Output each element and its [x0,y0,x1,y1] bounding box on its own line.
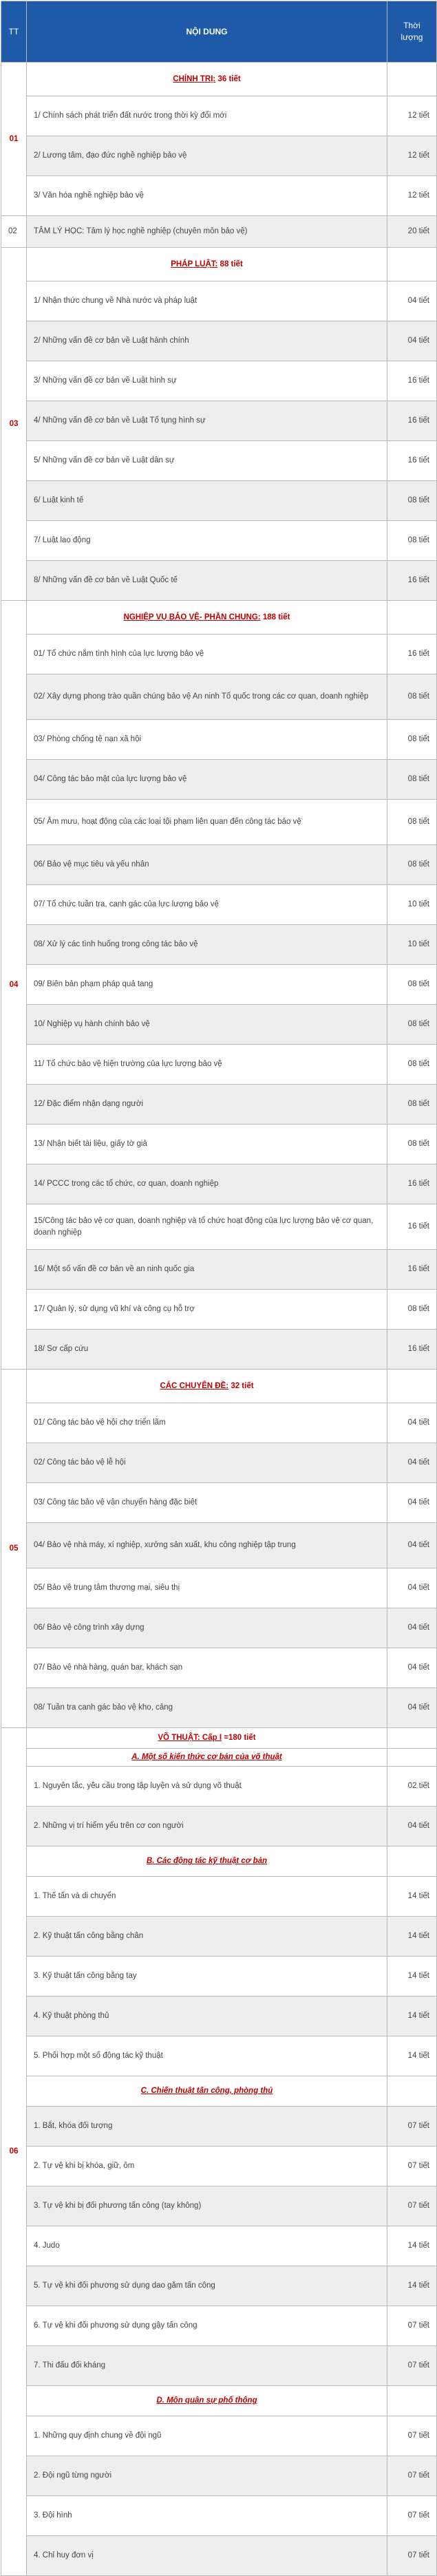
row-time: 04 tiết [387,1608,437,1648]
table-row [1,1045,437,1085]
row-label: 01/ Công tác bảo vệ hội chợ triển lãm [27,1403,387,1443]
row-label: 06/ Bảo vệ công trình xây dựng [27,1608,387,1648]
table-row [1,635,437,674]
row-time: 07 tiết [387,2416,437,2456]
subsection-title: D. Môn quân sự phổ thông [156,2396,257,2405]
row-label: 8/ Những vấn đề cơ bản về Luật Quốc tế [27,561,387,601]
row-label: 5/ Những vấn đề cơ bản về Luật dân sự [27,441,387,481]
row-label: 09/ Biên bản phạm pháp quả tang [27,965,387,1005]
row-label: 02/ Xây dựng phong trào quần chúng bảo vệ An ninh Tổ quốc trong các cơ quan, doanh nghiệp [27,674,387,720]
table-row [1,1917,437,1957]
table-row [1,216,437,248]
row-time: 08 tiết [387,1290,437,1330]
table-row [1,2306,437,2346]
row-time: 07 tiết [387,2456,437,2496]
row-label: 01/ Tổ chức nắm tình hình của lực lượng bảo vệ [27,635,387,674]
row-time: 04 tiết [387,1443,437,1483]
section-heading-row [1,63,437,96]
table-row [1,1005,437,1045]
row-label: 05/ Bảo vệ trung tâm thương mại, siêu thị [27,1568,387,1608]
table-row [1,1330,437,1370]
section-title: NGHIỆP VỤ BẢO VỆ- PHẦN CHUNG: [123,613,261,621]
empty-cell [387,248,437,281]
row-time: 04 tiết [387,1688,437,1728]
row-time: 02 tiết [387,1767,437,1807]
table-row [1,2456,437,2496]
row-label: 07/ Tổ chức tuần tra, canh gác của lực lượng bảo vệ [27,885,387,925]
row-time: 04 tiết [387,1648,437,1688]
row-time: 14 tiết [387,1997,437,2036]
row-label: 17/ Quản lý, sử dụng vũ khí và công cụ hỗ trợ [27,1290,387,1330]
row-label: 2/ Lương tâm, đạo đức nghề nghiệp bảo vệ [27,136,387,176]
table-row [1,2036,437,2076]
row-time: 04 tiết [387,1568,437,1608]
table-row [1,1688,437,1728]
row-label: 5. Phối hợp một số động tác kỹ thuật [27,2036,387,2076]
empty-cell [387,63,437,96]
subsection-heading [27,2076,387,2107]
row-time: 08 tiết [387,481,437,521]
empty-cell [387,1749,437,1767]
section-heading [27,601,387,635]
table-row [1,674,437,720]
table-row [1,2416,437,2456]
table-row [1,1290,437,1330]
row-time: 16 tiết [387,1164,437,1204]
row-time: 08 tiết [387,1005,437,1045]
section-number: 06 [1,1728,27,2576]
row-label: 5. Tự vệ khi đối phương sử dụng dao găm tấn công [27,2266,387,2306]
row-label: 3. Đội hình [27,2496,387,2536]
table-row [1,2266,437,2306]
table-row [1,521,437,561]
row-time: 14 tiết [387,2266,437,2306]
table-row [1,1807,437,1846]
section-count: 36 tiết [217,74,241,83]
empty-cell [387,1846,437,1877]
row-label: 1. Những quy định chung về đội ngũ [27,2416,387,2456]
section-heading-row [1,1370,437,1403]
row-time: 08 tiết [387,521,437,561]
section-heading [27,248,387,281]
row-label: 12/ Đặc điểm nhận dạng người [27,1085,387,1125]
row-time: 14 tiết [387,2226,437,2266]
section-heading-row [1,601,437,635]
row-label: 7. Thi đấu đối kháng [27,2346,387,2386]
section-title: VÕ THUẬT: Cấp I [158,1734,222,1742]
row-time: 07 tiết [387,2536,437,2576]
header-tt: TT [1,1,27,63]
empty-cell [387,1728,437,1749]
header-row [1,1,437,63]
table-row [1,2496,437,2536]
row-label: 05/ Âm mưu, hoạt động của các loại tội phạm liên quan đến công tác bảo vệ [27,800,387,845]
row-time: 04 tiết [387,1403,437,1443]
row-time: 08 tiết [387,965,437,1005]
row-label: 1. Bắt, khóa đối tượng [27,2107,387,2147]
row-label: 3/ Những vấn đề cơ bản về Luật hình sự [27,361,387,401]
table-row [1,1957,437,1997]
row-time: 10 tiết [387,925,437,965]
row-label: 02/ Công tác bảo vệ lễ hội [27,1443,387,1483]
table-row [1,2346,437,2386]
row-label: 03/ Công tác bảo vệ vận chuyển hàng đặc biệt [27,1483,387,1523]
table-row [1,176,437,216]
row-time: 07 tiết [387,2147,437,2186]
row-time: 16 tiết [387,1204,437,1250]
row-time: 08 tiết [387,720,437,760]
table-row [1,561,437,601]
row-label: 2. Tự vệ khi bị khóa, giữ, ôm [27,2147,387,2186]
row-label: 13/ Nhận biết tài liệu, giấy tờ giả [27,1125,387,1164]
row-label: 2. Đội ngũ từng người [27,2456,387,2496]
row-label: 14/ PCCC trong các tổ chức, cơ quan, doanh nghiệp [27,1164,387,1204]
table-row [1,136,437,176]
row-time: 07 tiết [387,2186,437,2226]
row-time: 14 tiết [387,1957,437,1997]
row-time: 08 tiết [387,760,437,800]
row-time: 20 tiết [387,216,437,248]
table-row [1,281,437,321]
table-row [1,441,437,481]
section-heading [27,1370,387,1403]
section-title: CHÍNH TRỊ: [173,74,216,83]
section-count: 32 tiết [231,1381,254,1390]
section-number: 05 [1,1370,27,1728]
row-label: TÂM LÝ HỌC: Tâm lý học nghề nghiệp (chuyên môn bảo vệ) [27,216,387,248]
subsection-heading-row [1,1846,437,1877]
row-time: 07 tiết [387,2496,437,2536]
row-time: 04 tiết [387,1523,437,1568]
table-row [1,2226,437,2266]
row-label: 2. Kỹ thuật tấn công bằng chân [27,1917,387,1957]
table-row [1,2536,437,2576]
row-label: 6. Tự vệ khi đối phương sử dụng gậy tấn công [27,2306,387,2346]
row-time: 08 tiết [387,1085,437,1125]
row-label: 04/ Bảo vệ nhà máy, xí nghiệp, xưởng sản xuất, khu công nghiệp tập trung [27,1523,387,1568]
table-row [1,965,437,1005]
subsection-heading [27,2386,387,2416]
row-time: 16 tiết [387,1330,437,1370]
row-label: 1. Nguyên tắc, yêu cầu trong tập luyện và sử dụng võ thuật [27,1767,387,1807]
table-row [1,2147,437,2186]
row-time: 16 tiết [387,635,437,674]
row-time: 16 tiết [387,361,437,401]
section-title: CÁC CHUYÊN ĐỀ: [160,1381,229,1390]
table-row [1,1523,437,1568]
table-row [1,800,437,845]
subsection-title: A. Một số kiến thức cơ bản của võ thuật [131,1753,282,1761]
row-label: 3. Kỹ thuật tấn công bằng tay [27,1957,387,1997]
row-label: 2. Những vị trí hiểm yếu trên cơ con người [27,1807,387,1846]
header-time: Thời lượng [387,1,437,63]
section-heading-row [1,1728,437,1749]
row-label: 6/ Luật kinh tế [27,481,387,521]
table-row [1,481,437,521]
empty-cell [387,2076,437,2107]
table-row [1,96,437,136]
curriculum-table [1,1,437,2576]
row-time: 08 tiết [387,800,437,845]
row-label: 15/Công tác bảo vệ cơ quan, doanh nghiệp và tổ chức hoạt động của lực lượng bảo vệ cơ quan, doanh nghiệp [27,1204,387,1250]
table-row [1,925,437,965]
table-row [1,1877,437,1917]
table-row [1,720,437,760]
row-time: 08 tiết [387,1045,437,1085]
curriculum-body [1,63,437,2576]
subsection-heading [27,1749,387,1767]
table-row [1,1085,437,1125]
table-row [1,401,437,441]
section-count: 188 tiết [262,613,290,621]
row-label: 10/ Nghiệp vụ hành chính bảo vệ [27,1005,387,1045]
table-row [1,1250,437,1290]
row-label: 1/ Nhận thức chung về Nhà nước và pháp luật [27,281,387,321]
table-row [1,1648,437,1688]
subsection-title: C. Chiến thuật tấn công, phòng thủ [140,2087,273,2095]
empty-cell [387,2386,437,2416]
row-label: 4. Chỉ huy đơn vị [27,2536,387,2576]
row-label: 1. Thế tấn và di chuyển [27,1877,387,1917]
row-time: 12 tiết [387,96,437,136]
row-label: 08/ Xử lý các tình huống trong công tác bảo vệ [27,925,387,965]
table-row [1,1608,437,1648]
row-time: 14 tiết [387,1917,437,1957]
row-label: 1/ Chính sách phát triển đất nước trong thời kỳ đổi mới [27,96,387,136]
row-label: 4. Judo [27,2226,387,2266]
section-number: 04 [1,601,27,1370]
table-row [1,1767,437,1807]
row-time: 07 tiết [387,2346,437,2386]
row-label: 07/ Bảo vệ nhà hàng, quán bar, khách sạn [27,1648,387,1688]
row-time: 07 tiết [387,2107,437,2147]
section-count: =180 tiết [224,1734,256,1742]
row-time: 14 tiết [387,1877,437,1917]
row-label: 06/ Bảo vệ mục tiêu và yếu nhân [27,845,387,885]
table-row [1,1997,437,2036]
row-label: 08/ Tuần tra canh gác bảo vệ kho, cảng [27,1688,387,1728]
row-label: 3/ Văn hóa nghề nghiệp bảo vệ [27,176,387,216]
row-label: 03/ Phòng chống tệ nạn xã hội [27,720,387,760]
section-count: 88 tiết [220,259,243,268]
row-time: 16 tiết [387,441,437,481]
subsection-heading-row [1,2076,437,2107]
section-title: PHÁP LUẬT: [171,259,218,268]
section-number: 01 [1,63,27,216]
row-time: 16 tiết [387,401,437,441]
section-number: 02 [1,216,27,248]
table-row [1,1483,437,1523]
empty-cell [387,1370,437,1403]
table-row [1,760,437,800]
row-label: 18/ Sơ cấp cứu [27,1330,387,1370]
subsection-heading [27,1846,387,1877]
table-row [1,885,437,925]
row-time: 08 tiết [387,674,437,720]
row-time: 10 tiết [387,885,437,925]
table-row [1,1403,437,1443]
subsection-heading-row [1,2386,437,2416]
row-label: 4. Kỹ thuật phòng thủ [27,1997,387,2036]
section-heading [27,63,387,96]
table-row [1,1125,437,1164]
table-row [1,2186,437,2226]
section-number: 03 [1,248,27,601]
table-row [1,321,437,361]
row-label: 3. Tự vệ khi bị đối phương tấn công (tay không) [27,2186,387,2226]
row-time: 16 tiết [387,1250,437,1290]
row-time: 07 tiết [387,2306,437,2346]
row-time: 04 tiết [387,1807,437,1846]
row-time: 16 tiết [387,561,437,601]
table-row [1,2107,437,2147]
row-time: 12 tiết [387,176,437,216]
row-time: 14 tiết [387,2036,437,2076]
section-heading-row [1,248,437,281]
row-time: 04 tiết [387,281,437,321]
empty-cell [387,601,437,635]
table-row [1,1443,437,1483]
row-time: 08 tiết [387,1125,437,1164]
subsection-title: B. Các động tác kỹ thuật cơ bản [146,1857,268,1865]
row-time: 04 tiết [387,321,437,361]
row-label: 11/ Tổ chức bảo vệ hiện trường của lực lượng bảo vệ [27,1045,387,1085]
row-label: 2/ Những vấn đề cơ bản về Luật hành chính [27,321,387,361]
row-label: 7/ Luật lao động [27,521,387,561]
row-time: 08 tiết [387,845,437,885]
row-label: 16/ Một số vấn đề cơ bản về an ninh quốc gia [27,1250,387,1290]
header-content: NỘI DUNG [27,1,387,63]
row-time: 04 tiết [387,1483,437,1523]
row-label: 4/ Những vấn đề cơ bản về Luật Tố tụng hình sự [27,401,387,441]
table-row [1,1204,437,1250]
row-time: 12 tiết [387,136,437,176]
section-heading [27,1728,387,1749]
table-row [1,361,437,401]
row-label: 04/ Công tác bảo mật của lực lượng bảo vệ [27,760,387,800]
table-row [1,1164,437,1204]
table-row [1,845,437,885]
table-row [1,1568,437,1608]
subsection-heading-row [1,1749,437,1767]
